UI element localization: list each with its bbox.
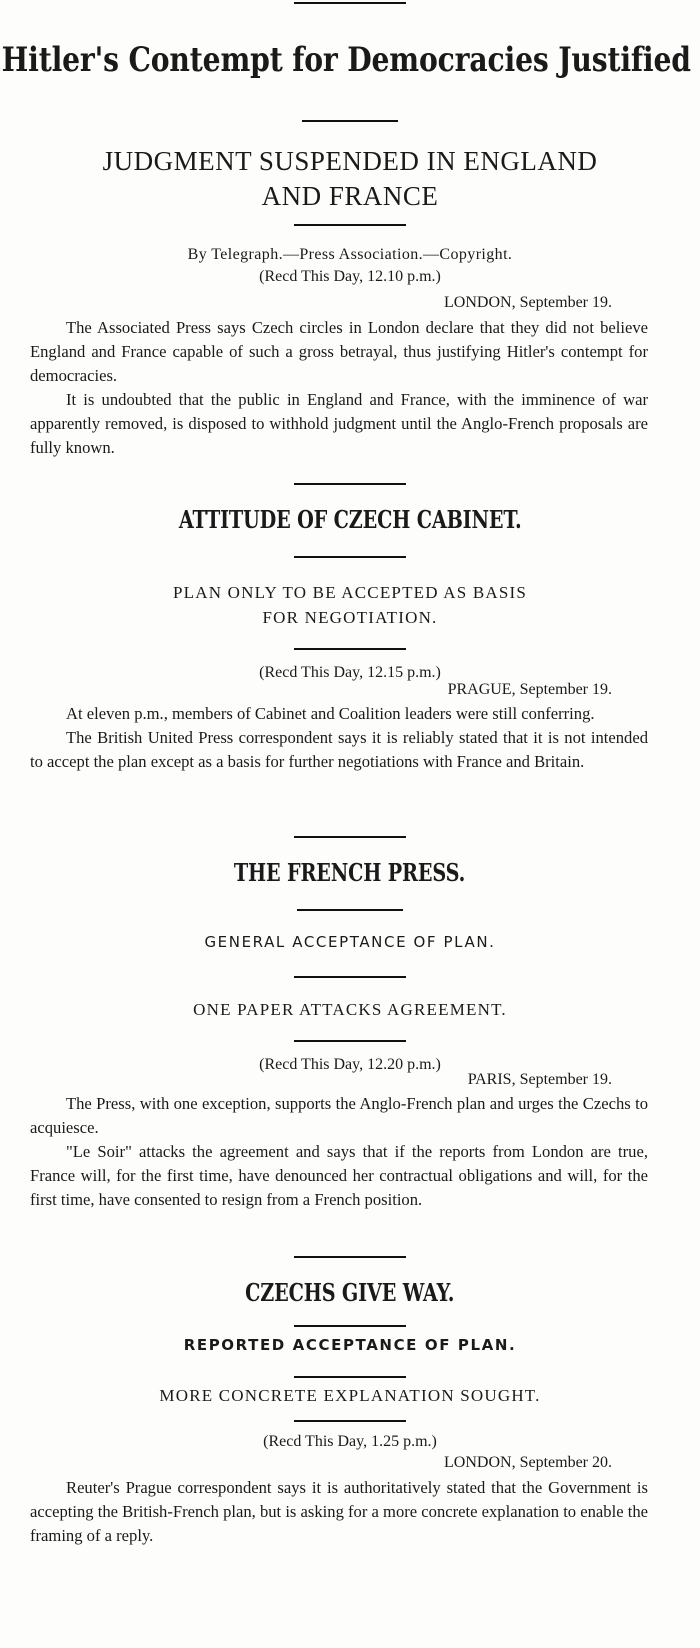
- story1-paragraph-2: It is undoubted that the public in England and France, with the imminence of war apparently removed, is disposed to withhold judgment until the Anglo-French proposals are fully known.: [30, 390, 648, 457]
- story3-paragraph-1: The Press, with one exception, supports the Anglo-French plan and urges the Czechs to acquiesce.: [30, 1094, 648, 1137]
- story3-paragraph-2: "Le Soir" attacks the agreement and says that if the reports from London are true, France will, for the first time, have denounced her contractual obligations and will, for the first time, have consented to resign from a French position.: [30, 1142, 648, 1209]
- story3-received: (Recd This Day, 12.20 p.m.): [259, 1056, 441, 1073]
- divider: [0, 836, 700, 838]
- story1-dateline: LONDON, September 19.: [444, 294, 612, 311]
- top-rule: [0, 2, 700, 4]
- story2-dateline: PRAGUE, September 19.: [447, 681, 612, 698]
- story3-subhead2: ONE PAPER ATTACKS AGREEMENT.: [193, 1000, 507, 1019]
- story3-headline-block: [0, 858, 700, 887]
- story1-headline-line1: JUDGMENT SUSPENDED IN ENGLAND: [102, 146, 598, 176]
- story2-headline: ATTITUDE OF CZECH CABINET.: [178, 505, 522, 534]
- story2-body: [0, 702, 700, 774]
- divider: [0, 483, 700, 485]
- divider: [0, 1420, 700, 1422]
- story4-dateline: LONDON, September 20.: [444, 1454, 612, 1471]
- divider: [0, 1325, 700, 1327]
- divider: [0, 909, 700, 911]
- story3-dateline: PARIS, September 19.: [467, 1071, 612, 1088]
- divider: [0, 556, 700, 558]
- story1-headline-line2: AND FRANCE: [261, 181, 439, 211]
- story4-received-block: [0, 1431, 700, 1453]
- divider: [0, 224, 700, 226]
- divider: [0, 120, 700, 122]
- story4-subhead2: MORE CONCRETE EXPLANATION SOUGHT.: [159, 1386, 541, 1405]
- story4-headline-block: [0, 1278, 700, 1307]
- story2-dateline-block: [0, 679, 700, 701]
- story3-subhead1-block: [0, 930, 700, 955]
- masthead: [0, 40, 700, 80]
- story1-paragraph-1: The Associated Press says Czech circles in London declare that they did not believe England and France capable of such a gross betrayal, thus justifying Hitler's contempt for democracies.: [30, 318, 648, 385]
- story2-subhead-line1: PLAN ONLY TO BE ACCEPTED AS BASIS: [172, 583, 528, 602]
- story3-headline: THE FRENCH PRESS.: [234, 858, 466, 887]
- divider: [0, 1040, 700, 1042]
- story2-paragraph-2: The British United Press correspondent says it is reliably stated that it is not intended to accept the plan except as a basis for further negotiations with France and Britain.: [30, 728, 648, 771]
- story1-body: [0, 316, 700, 460]
- masthead-title: Hitler's Contempt for Democracies Justified: [1, 40, 691, 80]
- story3-subhead2-block: [0, 997, 700, 1022]
- divider: [0, 1256, 700, 1258]
- story1-headline: [0, 144, 700, 214]
- story3-body: [0, 1092, 700, 1212]
- story2-subhead-line2: FOR NEGOTIATION.: [262, 608, 438, 627]
- story4-subhead1-block: [0, 1333, 700, 1358]
- story3-dateline-block: [0, 1069, 700, 1091]
- story4-received: (Recd This Day, 1.25 p.m.): [263, 1433, 437, 1450]
- divider: [0, 976, 700, 978]
- story1-byline-block: [0, 244, 700, 288]
- story2-headline-block: [0, 505, 700, 534]
- divider: [0, 648, 700, 650]
- story2-paragraph-1: At eleven p.m., members of Cabinet and Coalition leaders were still conferring.: [66, 704, 595, 723]
- story3-subhead1: GENERAL ACCEPTANCE OF PLAN.: [204, 933, 496, 951]
- story2-received: (Recd This Day, 12.15 p.m.): [259, 664, 441, 681]
- story1-received: (Recd This Day, 12.10 p.m.): [259, 268, 441, 285]
- story4-dateline-block: [0, 1452, 700, 1474]
- story1-byline: By Telegraph.—Press Association.—Copyright.: [187, 246, 513, 263]
- story4-subhead2-block: [0, 1383, 700, 1408]
- story4-body: [0, 1476, 700, 1548]
- divider: [0, 1376, 700, 1378]
- story4-paragraph-1: Reuter's Prague correspondent says it is authoritatively stated that the Government is accepting the British-French plan, but is asking for a more concrete explanation to enable the framing of a reply.: [30, 1478, 648, 1545]
- story1-dateline-block: [0, 292, 700, 314]
- story4-subhead1: REPORTED ACCEPTANCE OF PLAN.: [183, 1336, 517, 1354]
- story2-subhead: [0, 580, 700, 630]
- story4-headline: CZECHS GIVE WAY.: [245, 1278, 455, 1307]
